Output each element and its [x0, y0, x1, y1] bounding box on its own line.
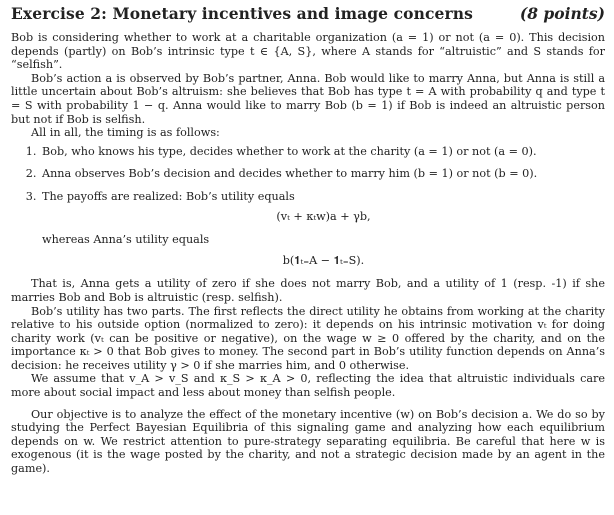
timeline-step-1: 1. Bob, who knows his type, decides whether to work at the charity (a = 1) or not (a = 0). [40, 145, 605, 159]
body-paragraph-5: Bob’s utility has two parts. The first reflects the direct utility he obtains from working at the charity relative to his outside option (normalized to zero): it depends on his intrinsic motivation vₜ for doing charity work (vₜ can be positive or negative), on the wage w ≥ 0 offered by the charity, and on the importance κₜ > 0 that Bob gives to money. The second part in Bob’s utility function depends on Anna’s decision: he receives utility γ > 0 if she marries him, and 0 otherwise. [11, 304, 605, 372]
timeline-step-3 [40, 190, 605, 267]
body-paragraph-6: We assume that v_A > v_S and κ_S > κ_A > 0, reflecting the idea that altruistic individuals care more about social impact and less about money than selfish people. [11, 372, 605, 400]
exercise-header [11, 4, 605, 23]
bob-utility-equation: (vₜ + κₜw)a + γb, [276, 209, 371, 223]
body-paragraph-4: That is, Anna gets a utility of zero if she does not marry Bob, and a utility of 1 (resp. -1) if she marries Bob and Bob is altruistic (resp. selfish). [11, 277, 605, 304]
exercise-title: Exercise 2: Monetary incentives and image concerns [11, 4, 473, 23]
body-paragraph-7: Our objective is to analyze the effect of the monetary incentive (w) on Bob’s decision a. We do so by studying the Perfect Bayesian Equilibria of this signaling game and analyzing how each equilibrium depends on w. We restrict attention to pure-strategy separating equilibria. Be careful that here w is exogenous (it is the wage posted by the charity, and not a strategic decision made by an agent in the game). [11, 407, 605, 476]
intro-paragraph-2: Bob’s action a is observed by Bob’s partner, Anna. Bob would like to marry Anna, but Anna is still a little uncertain about Bob’s altruism: she believes that Bob has type t = A with probability q and type t = S with probability 1 − q. Anna would like to marry Bob (b = 1) if Bob is indeed an altruistic person but not if Bob is selfish. [11, 71, 605, 126]
intro-paragraph-1: Bob is considering whether to work at a charitable organization (a = 1) or not (a = 0). This decision depends (partly) on Bob’s intrinsic type t ∈ {A, S}, where A stands for “altruistic” and S stands for “selfish”. [11, 31, 605, 72]
anna-utility-equation: b(𝟏ₜ₌A − 𝟏ₜ₌S). [282, 253, 365, 267]
intro-paragraph-3: All in all, the timing is as follows: [31, 126, 220, 140]
timeline-step-2: 2. Anna observes Bob’s decision and decides whether to marry him (b = 1) or not (b = 0). [40, 167, 605, 181]
timeline-list [11, 145, 605, 268]
whereas-text: whereas Anna’s utility equals [42, 233, 210, 247]
timeline-step-3-text: The payoffs are realized: Bob’s utility equals [42, 189, 295, 203]
exercise-points: (8 points) [519, 4, 605, 23]
